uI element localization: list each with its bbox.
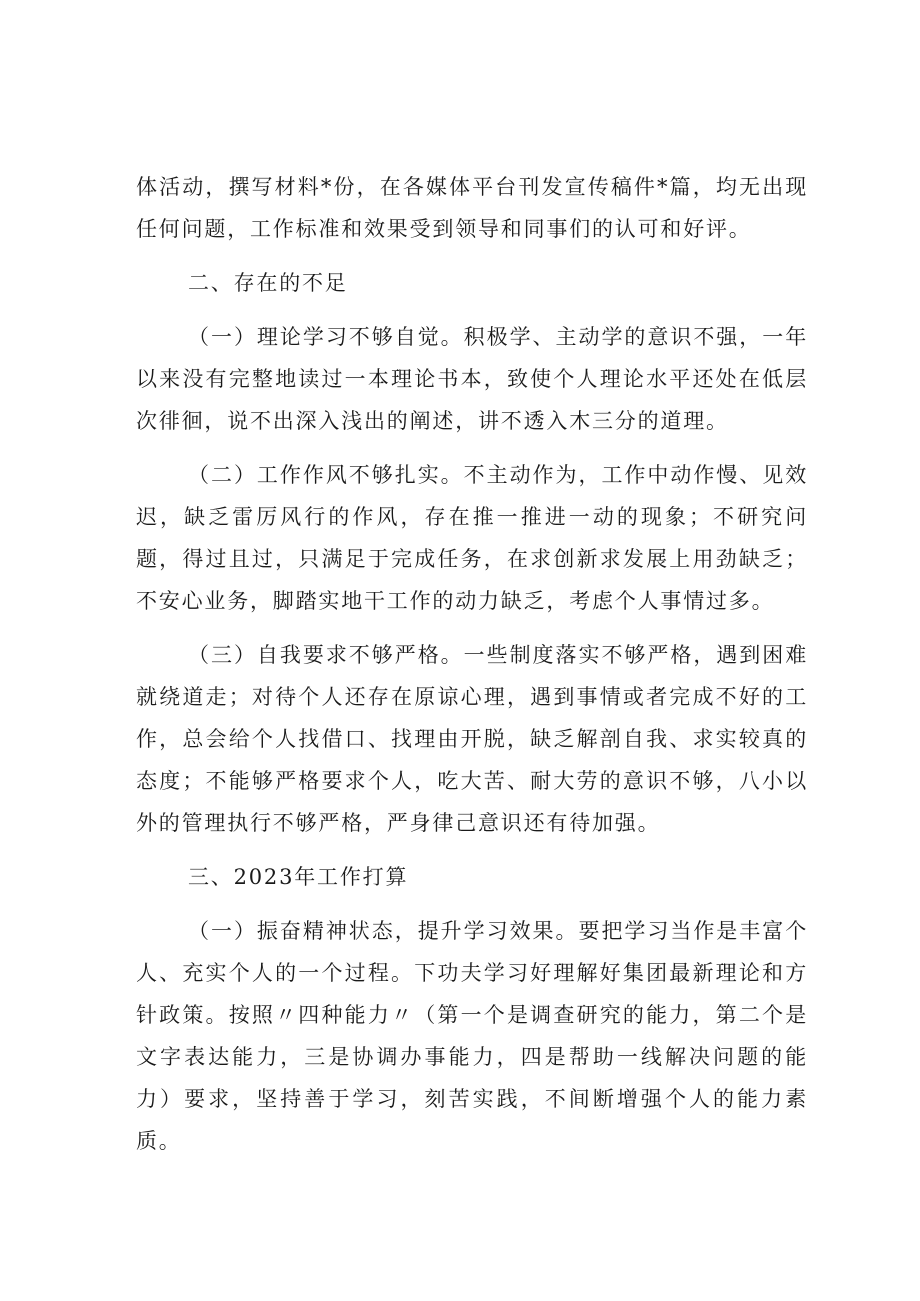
- section-heading-shortcomings: 二、存在的不足: [188, 271, 348, 295]
- section-heading-work-plan: 三、2023年工作打算: [188, 865, 409, 889]
- paragraph-shortcoming-1: （一）理论学习不够自觉。积极学、主动学的意识不强，一年以来没有完整地读过一本理论书本，致使个人理论水平还处在低层次徘徊，说不出深入浅出的阐述，讲不透入木三分的道理。: [136, 325, 808, 433]
- paragraph-shortcoming-2: （二）工作作风不够扎实。不主动作为，工作中动作慢、见效迟，缺乏雷厉风行的作风，存在推一推进一动的现象；不研究问题，得过且过，只满足于完成任务，在求创新求发展上用劲缺乏；不安心业务，脚踏实地干工作的动力缺乏，考虑个人事情过多。: [136, 463, 808, 613]
- paragraph-continuation: 体活动，撰写材料*份，在各媒体平台刊发宣传稿件*篇，均无出现任何问题，工作标准和效果受到领导和同事们的认可和好评。: [136, 175, 808, 241]
- paragraph-plan-1: （一）振奋精神状态，提升学习效果。要把学习当作是丰富个人、充实个人的一个过程。下功夫学习好理解好集团最新理论和方针政策。按照〃四种能力〃（第一个是调查研究的能力，第二个是文字表达能力，三是协调办事能力，四是帮助一线解决问题的能力）要求，坚持善于学习，刻苦实践，不间断增强个人的能力素质。: [136, 919, 808, 1153]
- paragraph-shortcoming-3: （三）自我要求不够严格。一些制度落实不够严格，遇到困难就绕道走；对待个人还存在原谅心理，遇到事情或者完成不好的工作，总会给个人找借口、找理由开脱，缺乏解剖自我、求实较真的态度；不能够严格要求个人，吃大苦、耐大劳的意识不够，八小以外的管理执行不够严格，严身律己意识还有待加强。: [136, 643, 808, 835]
- document-body: [136, 166, 808, 1174]
